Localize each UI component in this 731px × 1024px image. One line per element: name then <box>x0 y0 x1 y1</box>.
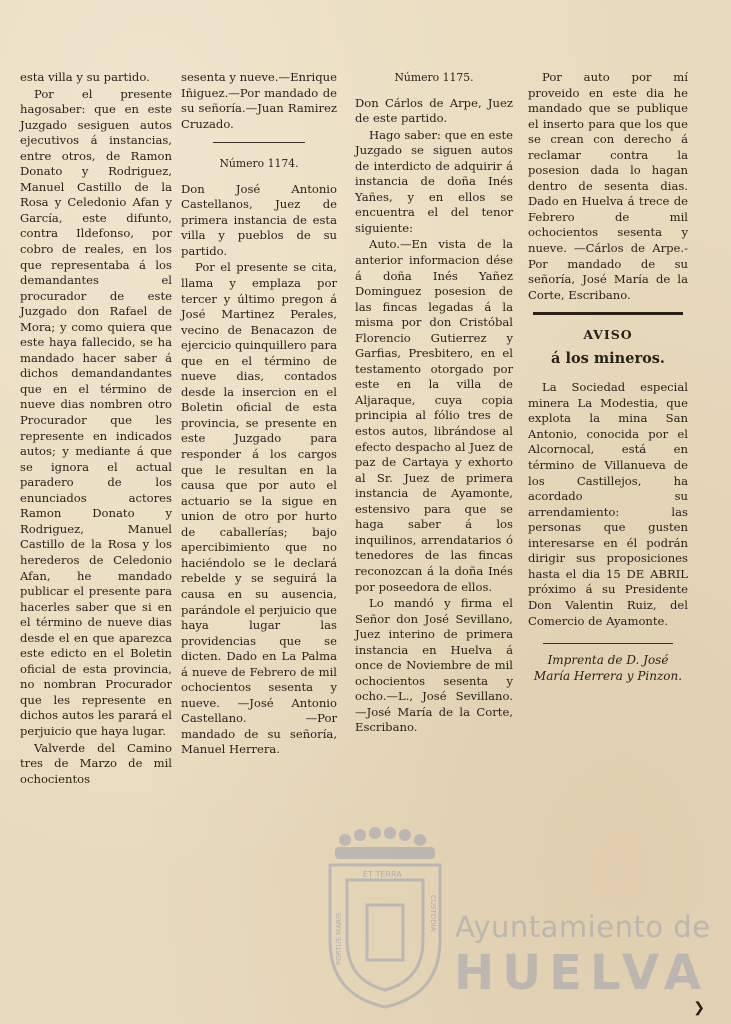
mining-notice: La Sociedad especial minera La Modestia, que explota la mina San Antonio, conocida por el Alcornocal, está en término de Villanueva de los Castillejos, ha acordado su arrendamiento: las personas que gusten interesarse en él podrán dirigir sus proposiciones hasta el dia 15 DE ABRIL próximo á su Presidente Don Valentin Ruiz, del Comercio de Ayamonte. <box>528 380 688 628</box>
notice-number-1174: Número 1174. <box>219 157 299 171</box>
col1-line-2: Valverde del Camino tres de Marzo de mil ochocientos <box>20 740 172 786</box>
column-4 <box>528 70 688 685</box>
shield-side-right: CUSTODIA <box>429 895 437 932</box>
separator-rule <box>543 643 673 644</box>
column-2 <box>181 70 337 759</box>
col3-body-1: Hago saber: que en este Juzgado se siguen autos de interdicto de adquirir á instancia de doña Inés Yañes, y en ellos se encuentra el del tenor siguiente: <box>355 127 513 235</box>
col3-body-3: Lo mandó y firma el Señor don José Sevillano, Juez interino de primera instancia en Huelva á once de Noviembre de mil ochocientos sesenta y ocho.—L., José Sevillano. —José María de la Corte, Escribano. <box>355 596 513 735</box>
col2-top: sesenta y nueve.—Enrique Iñiguez.—Por mandado de su señoría.—Juan Ramirez Cruzado. <box>181 70 337 131</box>
aviso-heading: AVISO <box>583 327 633 343</box>
printer-imprint: Imprenta de D. José María Herrera y Pinzon. <box>533 653 683 684</box>
col3-body-0: Don Cárlos de Arpe, Juez de este partido. <box>355 95 513 126</box>
col1-line-0: esta villa y su partido. <box>20 70 150 84</box>
column-1 <box>20 70 172 788</box>
shield-text: ET TERRA <box>363 870 402 879</box>
thick-separator-rule <box>533 312 683 315</box>
notice-number-1175: Número 1175. <box>394 71 474 84</box>
col2-body-1: Por el presente se cita, llama y emplaza por tercer y último pregon á José Martinez Perales, vecino de Benacazon de ejercicio quinquillero para que en el término de nueve dias, contados desde la insercion en el Boletin oficial de esta provincia, se presente en este Juzgado para responder á los cargos que le resultan en la causa que por auto el actuario se la sigue en union de otro por hurto de caballerías; bajo apercibimiento que no haciéndolo se le declará rebelde y se seguirá la causa en su ausencia, parándole el perjuicio que haya lugar las providencias que se dicten. Dado en La Palma á nueve de Febrero de mil ochocientos sesenta y nueve. —José Antonio Castellano. —Por mandado de su señoría, Manuel Herrera. <box>181 260 337 757</box>
watermark-huelva: HUELVA <box>454 945 709 1001</box>
watermark-ayuntamiento: Ayuntamiento de <box>455 910 711 944</box>
corner-ink-mark: ❯ <box>693 1000 705 1016</box>
col4-top: Por auto por mí proveido en este dia he mandado que se publique el inserto para que los que se crean con derecho á reclamar contra la posesion dada lo hagan dentro de sesenta dias. Dado en Huelva á trece de Febrero de mil ochocientos sesenta y nueve. —Cárlos de Arpe.-Por mandado de su señoría, José María de la Corte, Escribano. <box>528 70 688 302</box>
shield-side-left: PORTUS MARIS <box>335 912 343 965</box>
col2-body-0: Don José Antonio Castellanos, Juez de primera instancia de esta villa y pueblos de su partido. <box>181 181 337 258</box>
column-3 <box>355 70 513 737</box>
mineros-subheading: á los mineros. <box>551 349 665 367</box>
col3-body-2: Auto.—En vista de la anterior informacion dése á doña Inés Yañez Dominguez posesion de las fincas legadas á la misma por don Cristóbal Florencio Gutierrez y Garfias, Presbitero, en el testamento otorgado por este en la villa de Aljaraque, cuya copia principia al fólio tres de estos autos, librándose al efecto despacho al Juez de paz de Cartaya y exhorto al Sr. Juez de primera instancia de Ayamonte, estensivo para que se haga saber á los inquilinos, arrendatarios ó tenedores de las fincas reconozcan á la doña Inés por poseedora de ellos. <box>355 237 513 594</box>
col1-line-1: Por el presente hagosaber: que en este Juzgado sesiguen autos ejecutivos á instancias, entre otros, de Ramon Donato y Rodriguez, Manuel Castillo de la Rosa y Celedonio Afan y García, este difunto, contra Ildefonso, por cobro de reales, en los que representaba á los demandantes el procurador de este Juzgado don Rafael de Mora; y como quiera que este haya fallecido, se ha mandado hacer saber á dichos demandandantes que en el término de nueve dias nombren otro Procurador que les represente en indicados autos; y mediante á que se ignora el actual paradero de los enunciados actores Ramon Donato y Rodriguez, Manuel Castillo de la Rosa y los herederos de Celedonio Afan, he mandado publicar el presente para hacerles saber que si en el término de nueve dias desde el en que aparezca este edicto en el Boletin oficial de esta provincia, no nombran Procurador que les represente en dichos autos les parará el perjuicio que haya lugar. <box>20 86 172 738</box>
separator-rule <box>213 142 305 143</box>
